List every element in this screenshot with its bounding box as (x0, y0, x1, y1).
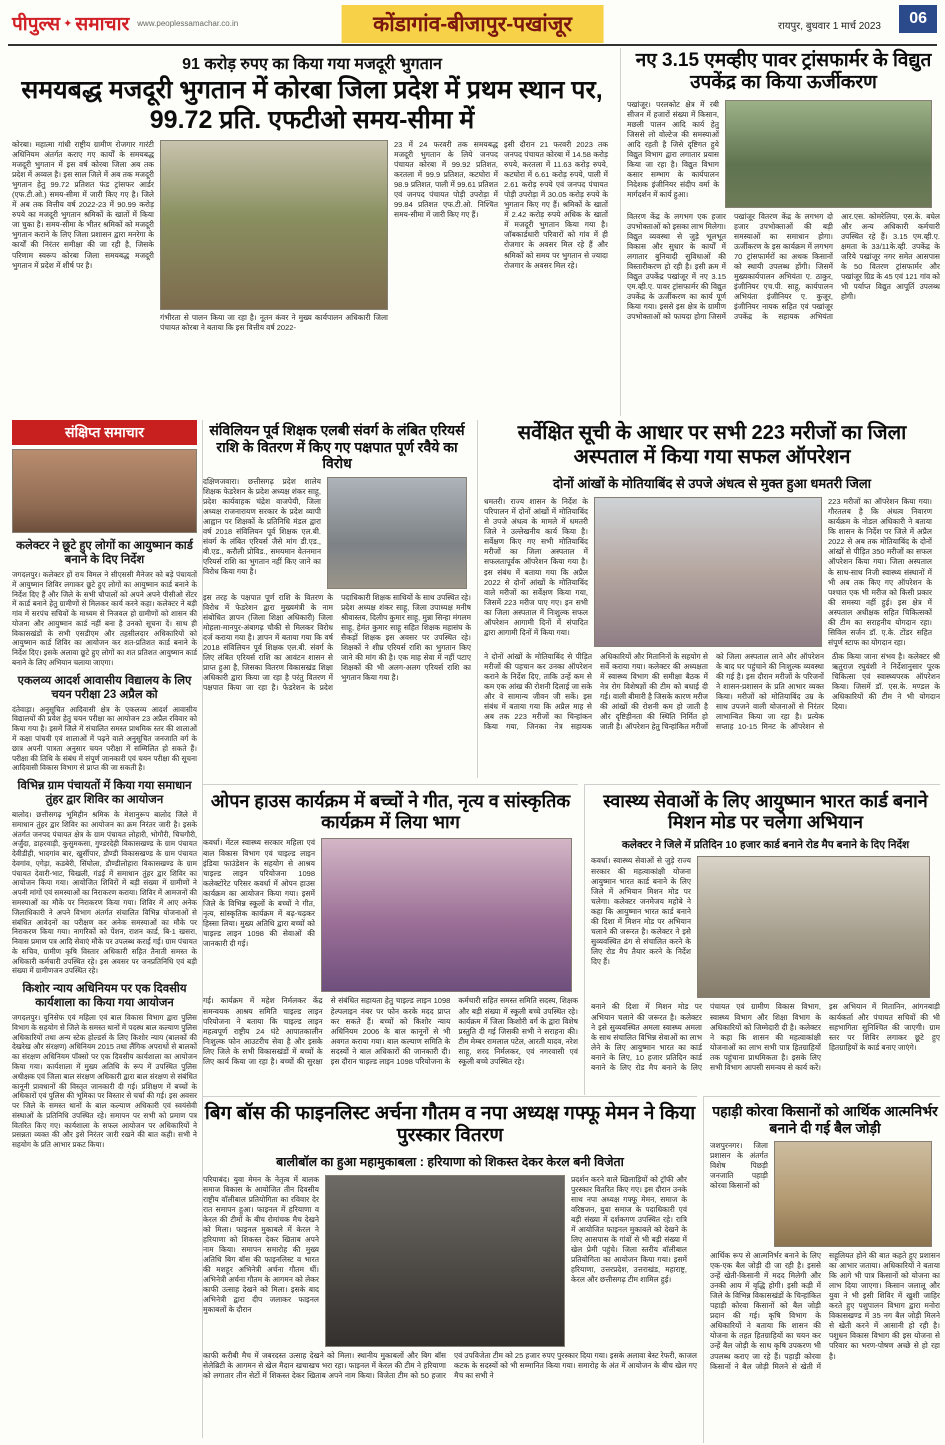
masthead-left (12, 10, 238, 36)
brief-news-sidebar (12, 420, 203, 1438)
article-open-house (203, 784, 578, 1095)
article-cataract-operations (477, 420, 940, 778)
ayushman-body-left: कवर्धा। स्वास्थ्य सेवाओं से जुड़े राज्य सरकार की महत्वाकांक्षी योजना आयुष्मान भारत कार्ड बनाने के लिए जिले में अभियान मिशन मोड पर चलेगा। कलेक्टर जनमेजय महोबे ने कहा कि आयुष्मान भारत कार्ड बनाने की दिशा में मिशन मोड पर अभियान चलाने की जरूरत है। कलेक्टर ने इसे सुव्यवस्थित ढंग से संचालित करने के लिए रोड मैप तैयार करने के निर्देश दिए हैं। (591, 856, 691, 966)
dateline: रायपुर, बुधवार 1 मार्च 2023 (778, 21, 881, 32)
article-korba-wages (12, 52, 612, 416)
sidebar-item-headline: किशोर न्याय अधिनियम पर एक दिवसीय कार्यशाला का किया गया आयोजन (22, 983, 187, 1010)
korba-photo-block (160, 140, 388, 333)
article-teachers-arrears (203, 420, 471, 778)
bigboss-body-left: परियाबंद। युवा मेमन के नेतृत्व में बालक समाज विकास के आयोजित तीन दिवसीय राष्ट्रीय वॉलीबाल प्रतियोगिता का रविवार देर रात समापन हुआ। फाइनल में हरियाणा व केरल की टीमों के बीच रोमांचक मैच देखने को मिला। फाइनल मुकाबले में केरल ने हरियाणा को शिकस्त देकर खिताब अपने नाम किया। समापन समारोह की मुख्य अतिथि बिग बॉस की फाइनलिस्ट व भारत की मशहूर अभिनेत्री अर्चना गौतम थीं। अभिनेत्री अर्चना गौतम के आगमन को लेकर काफी उत्साह देखने को मिला। इसके बाद अभिनेत्री द्वारा दीप जलाकर फाइनल मुकाबलों के दौरान (203, 1174, 319, 1315)
article-transformer (620, 48, 940, 416)
article-bigboss-volleyball (203, 1096, 697, 1443)
korba-body-left: कोरबा। महात्मा गांधी राष्ट्रीय ग्रामीण रोजगार गारंटी अधिनियम अंतर्गत कराए गए कार्यों के समयबद्ध मजदूरी भुगतान में इस वर्ष कोरबा जिला अब तक प्रदेश में अव्वल है। इस साल जिले में अब तक मजदूरी भुगतान हेतु 99.72 प्रतिशत फंड ट्रांसफर आर्डर (एफ.टी.ओ.) समय-सीमा में जारी किए गए है। जिले में अब तक वित्तीय वर्ष 2022-23 में 90.99 करोड़ रुपये का मजदूरी भुगतान श्रमिकों के खातों में किया जा चुका है। समय-सीमा के भीतर श्रमिकों को मजदूरी भुगतान कराने के लिए जिला प्रशासन द्वारा मनरेगा के कार्यों की निरंतर समीक्षा की जा रही है, जिसके परिणाम स्वरूप कोरबा जिला समयबद्ध मजदूरी भुगतान में प्रदेश में शीर्ष पर है। (12, 140, 154, 270)
ayushman-headline: स्वास्थ्य सेवाओं के लिए आयुष्मान भारत कार्ड बनाने मिशन मोड पर चलेगा अभियान (603, 791, 928, 833)
bigboss-subhead: बालीबॉल का हुआ महामुकाबला : हरियाणा को शिकस्त देकर केरल बनी विजेता (276, 1154, 624, 1169)
korba-kicker: 91 करोड़ रुपए का किया गया मजदूरी भुगतान (182, 56, 442, 73)
teachers-delegation-photo (327, 477, 467, 589)
korba-body-grid (12, 140, 612, 333)
teachers-body-columns: इस तरह के पक्षपात पूर्ण राशि के वितरण के विरोध में फेडरेशन द्वारा मुख्यमंत्री के नाम संबोधित ज्ञापन (जिला शिक्षा अधिकारी) जिला मोहला-मानपुर-अंबागढ़ चौकी से मिलकर विरोध दर्ज कराया गया है। ज्ञापन में बताया गया कि वर्ष 2018 संविलियन पूर्व शिक्षक एल.बी. संवर्ग के लिए लंबित एरियर्स राशि का आवंटन शासन से प्राप्त हुआ है, जिसका वितरण विकासखंड शिक्षा अधिकारी द्वारा किया जा रहा है परंतु वितरण में पक्षपात किया जा रहा है। फेडरेशन के प्रदेश पदाधिकारी शिक्षक साथियों के साथ उपस्थित रहे। प्रदेश अध्यक्ष शंकर साहू, जिला उपाध्यक्ष मनीष श्रीवास्तव, दिलीप कुमार साहू, मुन्ना सिन्हा मंगलम साहू, हेमंत कुमार साहू सहित शिक्षक महासंघ के सैकड़ों शिक्षक इस अवसर पर उपस्थित रहे। शिक्षकों ने शीघ्र एरियर्स राशि का भुगतान किए जाने की मांग की है। एक माह सेवा में नहीं पटाए शिक्षकों की भी अलग-अलग एरियर्स राशि का भुगतान किया गया है। (203, 592, 471, 692)
logo-separator-icon: ✦ (63, 17, 73, 30)
sidebar-item-body: जगदलपुर। कलेक्टर हों राय विमल ने सीएससी मैनेजर को बड़े पंचायतों में आयुष्मान शिविर लगाकर छूटे हुए लोगों का आयुष्मान कार्ड बनाने के निर्देश दिए हैं और जिले के सभी चौपालों को अपने अपने पीसीओ सेंटर में कार्ड बनाने हेतु ग्रामीणों से मिलकर कार्य करने कहा। कलेक्टर ने बड़ी गांव में सरपंच सचिवों के माध्यम से निजवल हो ग्रामीणों को शासन की योजना और आयुष्मान कार्ड नहीं बना है उनको सूचना दें। साथ ही विकासखंडों के सभी एसडीएम और तहसीलदार अधिकारियों को आयुष्मान कार्ड शिविर का आयोजन कर शत-प्रतिशत कार्ड बनाने के निर्देश दिए। इसके अलावा छूटे हुए लोगों का शत प्रतिशत आयुष्मान कार्ड बनाने के लिए अभियान चलाया जाएगा। (12, 570, 197, 667)
article-bull-pair (703, 1096, 940, 1443)
operation-headline: सर्वेक्षित सूची के आधार पर सभी 223 मरीजों का जिला अस्पताल में किया गया सफल ऑपरेशन (517, 422, 907, 468)
website-link[interactable]: www.peoplessamachar.co.in (137, 18, 239, 28)
bigboss-prize-photo (325, 1175, 565, 1347)
transformer-body-right: ऊर्जीकरण के इस कार्यक्रम में लगभग 70 ट्रांसफार्मरों का अथक किसानों को स्थायी उपलब्ध होंगी। जिसमें मुख्यकार्यपालन अभियंता ए. ठाकुर, इंजीनियर एच.पी. साहू, कार्यपालन अभियंता इंजीनियर ए. कुजूर, इंजीनियर नायक सहित एवं पखांजूर उपकेंद्र के सहायक अभियंता आर.एस. कोमरेलिया, एस.के. बघेल और अन्य अधिकारी कर्मचारी उपस्थित रहे हैं। 3.15 एम.व्ही.ए. क्षमता के 33/11के.व्ही. उपकेंद्र के जरिये पखांजूर नगर समेत आसपास के 50 वितरण ट्रांसफार्मर और पखांजूर ग्रिड के 45 एवं 121 गांव को भी पर्याप्त विद्युत आपूर्ति उपलब्ध होगी। (734, 211, 940, 322)
sidebar-office-photo (12, 449, 197, 533)
openhouse-children-photo (321, 838, 572, 992)
operation-photo-row (484, 497, 940, 648)
logo-word-right: समाचार (75, 14, 130, 35)
operation-body-right: 223 मरीजों का ऑपरेशन किया गया। गौरतलब है कि अंधत्व निवारण कार्यक्रम के नोडल अधिकारी ने बताया कि शासन के निर्देश पर जिले में अप्रैल 2022 से अब तक मोतियाबिंद के दोनों आंखों से पीड़ित 350 मरीजों का सफल ऑपरेशन किया गया। जिला अस्पताल के साथ-साथ निजी स्वास्थ्य संस्थानों में भी अब तक किए गए ऑपरेशन के पश्चात एक भी मरीज को किसी प्रकार की समस्या नहीं हुई। इस क्षेत्र में अस्पताल अधीक्षक सहित चिकित्सकों की टीम का सराहनीय योगदान रहा। सिविल सर्जन डॉ. ए.के. टोंडर सहित संपूर्ण स्टाफ का योगदान रहा। (828, 497, 932, 647)
transformer-body-mid: वितरण केंद्र के लगभग एक हजार उपभोक्ताओं को इसका लाभ मिलेगा। विद्युत व्यवस्था से जुड़े भूलभूत विकास और सुधार के कार्यों में लगातार बुनियादी सुविधाओं की विस्तारीकरण हो रही है। इसी क्रम में विद्युत उपकेंद्र पखांजूर में नए 3.15 एम.व्ही.ए. पावर ट्रांसफार्मर की विद्युत उपकेंद्र के ऊर्जीकरण का कार्य पूर्ण किया गया। इससे इस क्षेत्र के ग्रामीण उपभोक्ताओं को फायदा होगा जिसमें पखांजूर वितरण केंद्र के लगभग दो हजार उपभोक्ताओं की बड़ी समस्याओं का समाधान होगा। (627, 211, 833, 322)
transformer-top-row (627, 100, 940, 208)
operation-body-columns (484, 652, 940, 732)
operation-body-left: धमतरी। राज्य शासन के निर्देश के परिपालन में दोनों आंखों में मोतियाबिंद से उपजे अंधत्व के मामले में धमतरी जिले ने उल्लेखनीय कार्य किया है। सर्वेक्षण किए गए सभी मोतियाबिंद मरीजों का जिला अस्पताल में सफलतापूर्वक ऑपरेशन किया गया है। इस संबंध में बताया गया कि अप्रैल 2022 से दोनों आंखों के मोतियाबिंद वाले मरीजों का सर्वेक्षण किया गया, जिसमें 223 मरीज पाए गए। इन सभी का जिला अस्पताल में निःशुल्क सफल ऑपरेशन आगामी दिनों में संपादित द्वारा आगामी दिनों में किया गया। (484, 497, 588, 637)
sidebar-item-body: बालोद। छत्तीसगढ़ भूमिहीन श्रमिक के मेशानुरूप बालोद जिले में समाधान तुंहर द्वार शिविर का आयोजन का क्रम निरंतर जारी है। इसके अंतर्गत जनपद पंचायत क्षेत्र के ग्राम पंचायत लोहारी, भोगौरी, चिचगौरी, अर्जुंदा, डाहरवाड़ी, कुसुमकसा, गुण्डरदेही विकासखण्ड के ग्राम पंचायत देवीडीही, भादगांव बार, खुर्सीपार, डौण्डी विकासखण्ड के ग्राम पंचायत देवगांव, एगेड़ा, कडबेरी, सिंघोला, डौण्डीलोहारा विकासखण्ड के ग्राम पंचायत देवारी-भाट, चिखली, गंडई में समाधान तुंहर द्वार शिविर का आयोजन किया गया। आयोजित शिविरों में बड़ी संख्या में ग्रामीणों ने अपनी मांगों एवं समस्याओं का निराकरण कराया। शिविर में आमजनों की समस्याओं का मौके पर निराकरण किया गया। शिविर में आए अनेक जिलाधिकारी ने अपने विभाग अंतर्गत संचालित विभिन्न योजनाओं से संबंधित आवेदनों का परीक्षण कर अनेक समस्याओं का मौके पर निराकरण किया गया। नागरिकों को पेंशन, राशन कार्ड, बि-1 खसरा, निवास प्रमाण पत्र आदि सेवाएं मौके पर उपलब्ध कराई गई। ग्राम पंचायत के सचिव, ग्रामीण कृषि विस्तार अधिकारी सहित तैनाती समस्त के अधिकारी कर्मचारी उपस्थित रहे। इस अवसर पर जनप्रतिनिधि एवं बड़ी संख्या में ग्रामीणजन उपस्थित रहे। (12, 810, 197, 976)
bulls-photo-row (710, 1141, 940, 1247)
sidebar-item-headline: कलेक्टर ने छूटे हुए लोगों का आयुष्मान कार्ड बनाने के दिए निर्देश (16, 540, 193, 567)
transformer-body-columns (627, 212, 940, 323)
openhouse-photo-row (203, 838, 578, 992)
korba-body-col3: 23 में 24 फरवरी तक समयबद्ध मजदूरी भुगतान के लिये जनपद पंचायत कोरबा में 99.92 प्रतिशत, करतला में 99.9 प्रतिशत, कटघोरा में 98.9 प्रतिशत, पाली में 99.61 प्रतिशत एवं जनपद पंचायत पोड़ी उपरोड़ा में 99.84 प्रतिशत एफ.टी.ओ. निश्चित समय-सीमा में जारी किए गए हैं। (394, 140, 498, 220)
page-number: 06 (899, 5, 937, 33)
bulls-body-left: जशपुरनगर। जिला प्रशासन के अंतर्गत विशेष पिछड़ी जनजाति पहाड़ी कोरवा किसानों को (710, 1141, 768, 1191)
sidebar-item-body: दंतेवाड़ा। अनुसूचित आदिवासी क्षेत्र के एकलव्य आदर्श आवासीय विद्यालयों की प्रवेश हेतु चयन परीक्षा का आयोजन 23 अप्रैल रविवार को किया गया है। इसमें जिले में संचालित समस्त प्राथमिक स्तर की शालाओं में कक्षा पांचवी एवं शालाओं में पढ़ने वाले अनुसूचित जनजाति वर्ग के छात्र अपनी पात्रता अनुसार चयन परीक्षा में सम्मिलित हो सकते हैं। परीक्षा की तिथि के संबंध में संपूर्ण जानकारी एवं चयन परीक्षा की सूचना आदिवासी विकास विभाग से प्राप्त की जा सकती है। (12, 704, 197, 773)
sidebar-section-title: संक्षिप्त समाचार (12, 420, 197, 445)
bigboss-body-right: प्रदर्शन करने वाले खिलाड़ियों को ट्रॉफी और पुरस्कार वितरित किए गए। इस दौरान उनके साथ नपा अध्यक्ष गफ्फू मेमन, समाज के वरिष्ठजन, युवा समाज के पदाधिकारी एवं बड़ी संख्या में दर्शकगण उपस्थित रहे। रात्रि में आयोजित फाइनल मुकाबले को देखने के लिए आसपास के गांवों से भी बड़ी संख्या में खेल प्रेमी पहुंचे। जिला स्तरीय वॉलीबाल प्रतियोगिता का आयोजन किया गया। इसमें हरियाणा, उत्तरप्रदेश, उत्तराखंड, महाराष्ट्र, केरल और छत्तीसगढ़ टीम शामिल हुई। (571, 1174, 687, 1285)
teachers-body-left: दक्षिणजवारा। छत्तीसगढ़ प्रदेश शालेय शिक्षक फेडरेशन के प्रदेश अध्यक्ष शंकर साहू, प्रदेश कार्यवाहक चंद्रेश वाजपेयी, जिला अध्यक्ष राजनारायण सरकार के प्रदेश व्यापी आह्वान पर शिक्षकों के प्रतिनिधि मंडल द्वारा वर्ष 2018 संविलियन पूर्व शिक्षक एल.बी. संवर्ग के लंबित एरियर्स जैसे मांग डी.एड., बी.एड., करौली प्रोविड., समयमान वेतनमान एरियर्स राशि का भुगतान नहीं किए जाने का विरोध किया गया है। (203, 476, 321, 576)
operation-hospital-photo (594, 497, 822, 647)
teachers-top-row (203, 477, 471, 589)
openhouse-body-columns: गई। कार्यक्रम में महेश निर्मलकर केंद्र समन्वयक आश्रय समिति चाइल्ड लाइन परियोजना ने बताया कि चाइल्ड लाइन महत्वपूर्ण राष्ट्रीय 24 घंटे आपातकालीन निःशुल्क फोन आउटरीच सेवा है और इसके लिए जिले के सभी विकासखंडों में बच्चों के लिए कार्य किया जा रहा है। बच्चों की सुरक्षा से संबंधित सहायता हेतु चाइल्ड लाइन 1098 हेल्पलाइन नंबर पर फोन करके मदद प्राप्त कर सकते हैं। बच्चों को किशोर न्याय अधिनियम 2006 के बाल कानूनों से भी अवगत कराया गया। बाल कल्याण समिति के सदस्यों ने बाल अधिकारों की जानकारी दी। इस दौरान चाइल्ड लाइन 1098 परियोजना के कर्मचारी सहित समस्त समिति सदस्य, शिक्षक और बड़ी संख्या में स्कूली बच्चे उपस्थित रहे। कार्यक्रम में जिला किशोरी वर्ग के द्वारा विशेष प्रस्तुति दी गई जिसकी सभी ने सराहना की। टीम मेम्बर रामलाल पटेल, आरती यादव, नरेश साहू, शरद निर्मलकर, एवं नगरवासी एवं स्कूली बच्चे उपस्थित रहे। (203, 996, 578, 1066)
transformer-group-photo (725, 100, 932, 208)
teachers-headline: संविलियन पूर्व शिक्षक एलबी संवर्ग के लंबित एरियर्स राशि के वितरण में किए गए पक्षपात पूर्ण रवैये का विरोध (209, 422, 465, 472)
sidebar-item-headline: एकलव्य आदर्श आवासीय विद्यालय के लिए चयन परीक्षा 23 अप्रैल को (17, 674, 192, 701)
region-band: कोंडागांव-बीजापुर-पखांजूर (341, 5, 604, 43)
masthead (8, 4, 937, 46)
korba-body-col4: इसी दौरान 21 फरवरी 2023 तक जनपद पंचायत कोरबा में 14.58 करोड़ रुपये, करतला में 11.63 करोड़ रुपये, कटघोरा में 6.61 करोड़ रुपये, पाली में 2.61 करोड़ रुपये एवं जनपद पंचायत पोड़ी उपरोड़ा में 30.05 करोड़ रुपये के भुगतान किए गए हैं। श्रमिकों के खातों में 2.42 करोड़ रुपये अधिक के खातों में मजदूरी भुगतान किया गया है। जॉबकार्डधारी परिवारों को गांव में ही रोजगार के अवसर मिल रहे हैं और श्रमिकों को समय पर भुगतान से ज्यादा रोजगार के अवसर मिल रहे। (504, 140, 608, 270)
openhouse-headline: ओपन हाउस कार्यक्रम में बच्चों ने गीत, नृत्य व सांस्कृतिक कार्यक्रम में लिया भाग (210, 791, 571, 833)
ayushman-photo-row (591, 856, 940, 998)
newspaper-logo (12, 10, 129, 36)
ayushman-meeting-photo (697, 856, 930, 998)
sidebar-item-body: जगदलपुर। यूनिसेफ एवं महिला एवं बाल विकास विभाग द्वारा पुलिस विभाग के सहयोग से जिले के समस्त थानों में पदस्थ बाल कल्याण पुलिस अधिकारियों तथा अन्य स्टेक होल्डर्स के लिए किशोर न्याय (बालकों की देखरेख और संरक्षण) अधिनियम 2015 तथा लैंगिक अपराधों से बालकों का संरक्षण अधिनियम पॉक्सो पर एक दिवसीय कार्यशाला का आयोजन किया गया। कार्यशाला में मुख्य अतिथि के रूप में उपस्थित पुलिस अधीक्षक एवं जिला बाल संरक्षण अधिकारी द्वारा बाल संरक्षण से संबंधित कानूनी प्रावधानों की विस्तृत जानकारी दी गई। प्रशिक्षण में बच्चों के अधिकारों एवं पुलिस की भूमिका पर विस्तार से चर्चा की गई। इस अवसर पर जिले के समस्त थानों के बाल कल्याण अधिकारी एवं स्वयंसेवी संस्थाओं के प्रतिनिधि उपस्थित रहे। समापन पर सभी को प्रमाण पत्र वितरित किए गए। कार्यशाला के सफल आयोजन पर अधिकारियों ने प्रसन्नता व्यक्त की और इसे निरंतर जारी रखने की बात कही। सभी ने सहयोग के प्रति आभार प्रकट किया। (12, 1013, 197, 1150)
transformer-body-left: पखांजूर। परलकोट क्षेत्र में रबी सीजन में हजारों संख्या में किसान, मछली पालन आदि कार्य हेतु जिससे लो वोल्टेज की समस्याओं आदि रहती है जिसे दृष्टिगत हुये विद्युत विभाग द्वारा लगातार प्रयास किया जा रहा है। विद्युत विभाग कसार सम्भाग के कार्यपालन निदेशक इंजीनियर संदीप वर्मा के मार्गदर्शन में कार्य हुआ। (627, 99, 719, 200)
korba-article-photo (160, 140, 388, 310)
ayushman-kicker: कलेक्टर ने जिले में प्रतिदिन 10 हजार कार्ड बनाने रोड मैप बनाने के दिए निर्देश (621, 839, 910, 852)
transformer-headline: नए 3.15 एमव्हीए पावर ट्रांसफार्मर के विद्युत उपकेंद्र का किया ऊर्जीकरण (635, 50, 932, 94)
sidebar-item-samadhan-shivir (12, 779, 197, 976)
sidebar-item-eklavya-exam (12, 674, 197, 773)
korba-photo-caption: गंभीरता से पालन किया जा रहा है। नूतन कंवर ने मुख्य कार्यपालन अधिकारी जिला पंचायत कोरबा ने बताया कि इस वित्तीय वर्ष 2022- (160, 313, 388, 333)
bulls-headline: पहाड़ी कोरवा किसानों को आर्थिक आत्मनिर्भर बनाने दी गई बैल जोड़ी (712, 1103, 938, 1136)
logo-word-left: पीपुल्स (12, 14, 61, 35)
bigboss-headline: बिग बॉस की फाइनलिस्ट अर्चना गौतम व नपा अध्यक्ष गफ्फू मेमन ने किया पुरस्कार वितरण (204, 1103, 696, 1147)
operation-subhead: दोनों आंखों के मोतियाबिंद से उपजे अंधत्व से मुक्त हुआ धमतरी जिला (552, 476, 872, 492)
operation-body-bottom: वाली बीमारी है जिसके कारण मरीज की आंखों की रोशनी कम हो जाती है और दृष्टिहीनता की स्थिति निर्मित हो जाती है। ऑपरेशन हेतु चिन्हांकित मरीजों को जिला अस्पताल लाने और ऑपरेशन के बाद घर पहुंचाने की निःशुल्क व्यवस्था की गई है। इस दौरान मरीजों के परिजनों ने शासन-प्रशासन के प्रति आभार व्यक्त किया। मरीजों को मोतियाबिंद उम्र के साथ उपजने वाली योजनाओं से निरंतर लाभान्वित किया जा रहा है। प्रत्येक सप्ताह 10-15 मिनट के ऑपरेशन से ठीक किया जाना संभव है। कलेक्टर श्री ऋतुराज रघुवंशी ने निर्देशानुसार पूरक चिकित्सा एवं स्वास्थ्यपरक ऑपरेशन किया। जिसमें डॉ. एस.के. मण्डल के अधिकारियों की टीम ने भी योगदान दिया। (600, 651, 940, 732)
sidebar-item-headline: विभिन्न ग्राम पंचायतों में किया गया समाधान तुंहर द्वार शिविर का आयोजन (17, 780, 192, 807)
sidebar-item-ayushman-card (12, 539, 197, 668)
sidebar-item-juvenile-workshop (12, 982, 197, 1150)
ayushman-body-columns: बनाने की दिशा में मिशन मोड पर अभियान चलाने की जरूरत है। कलेक्टर ने इसे सुव्यवस्थित अमला स्वास्थ्य अमला के साथ संचालित विभिन्न सेवाओं का लाभ लेने के लिए आयुष्मान भारत का कार्ड बनाने के लिए, 10 हजार प्रतिदिन कार्ड बनाने के लिए रोड मैप बनाने के लिए पंचायत एवं ग्रामीण विकास विभाग, स्वास्थ्य विभाग और शिक्षा विभाग के अधिकारियों को जिम्मेदारी दी है। कलेक्टर ने कहा कि शासन की महत्वाकांक्षी योजनाओं का लाभ सभी पात्र हितग्राहियों तक पहुंचाना प्राथमिकता है। इसके लिए सभी विभाग आपसी समन्वय से कार्य करें। इस अभियान में मितानिन, आंगनबाड़ी कार्यकर्ता और पंचायत सचिवों की भी सहभागिता सुनिश्चित की जाएगी। ग्राम स्तर पर शिविर लगाकर छूटे हुए हितग्राहियों के कार्ड बनाए जाएंगे। (591, 1002, 940, 1072)
bulls-body-columns: आर्थिक रूप से आत्मनिर्भर बनाने के लिए एक-एक बैल जोड़ी दी जा रही है। इससे उन्हें खेती-किसानी में मदद मिलेगी और उनकी आय में वृद्धि होगी। इसी कड़ी में जिले के विभिन्न विकासखंडों के चिन्हांकित पहाड़ी कोरवा किसानों को बैल जोड़ी प्रदान की गई। कृषि विभाग के अधिकारियों ने बताया कि शासन की योजना के तहत हितग्राहियों का चयन कर उन्हें बैल जोड़ी के साथ कृषि उपकरण भी उपलब्ध कराए जा रहे हैं। पहाड़ी कोरवा किसानों ने बैल जोड़ी मिलने से खेती में सहूलियत होने की बात कहते हुए प्रशासन का आभार जताया। अधिकारियों ने बताया कि आगे भी पात्र किसानों को योजना का लाभ दिया जाएगा। किसान जलालू और युवा ने भी इसी शिविर में खुशी जाहिर करते हुए पशुपालन विभाग द्वारा मनोरा विकासखण्ड में 35 नग बैल जोड़ी मिलने से खेती करने में आसानी हो रही है। पशुधन विकास विभाग की इस योजना से परिवार का भरण-पोषण अच्छे से हो रहा है। (710, 1251, 940, 1371)
openhouse-body-left: कवर्धा। मेंटल स्वास्थ्य सरकार महिला एवं बाल विकास विभाग एवं चाइल्ड लाइन इंडिया फाउंडेशन के सहयोग से आश्रय चाइल्ड लाइन परियोजना 1098 कलेक्टोरेट परिसर कवर्धा में ओपन हाउस कार्यक्रम का आयोजन किया गया। इसमें जिले के विभिन्न स्कूलों के बच्चों ने गीत, नृत्य, सांस्कृतिक कार्यक्रम में बढ़-चढ़कर हिस्सा लिया। मुख्य अतिथि द्वारा बच्चों को चाइल्ड लाइन 1098 की सेवाओं की जानकारी दी गई। (203, 838, 315, 948)
bigboss-body-columns: काफी करीबी मैच में जबरदस्त उत्साह देखने को मिला। स्थानीय मुकाबलों और बिग बॉस सेलेब्रिटी के आगमन से खेल मैदान खचाखच भरा रहा। फाइनल में केरल की टीम ने हरियाणा को लगातार तीन सेटों में शिकस्त देकर खिताब अपने नाम किया। विजेता टीम को 50 हजार एवं उपविजेता टीम को 25 हजार रुपए पुरस्कार दिया गया। इसके अलावा बेस्ट रेफरी, काजल कटक के सदस्यों को भी सम्मानित किया गया। समारोह के अंत में आयोजन के बीच खेल गए मैच का सभी ने (203, 1350, 697, 1380)
article-ayushman-mission (584, 784, 940, 1095)
bulls-farmer-photo (774, 1141, 932, 1247)
korba-headline: समयबद्ध मजदूरी भुगतान में कोरबा जिला प्रदेश में प्रथम स्थान पर, 99.72 प्रति. एफटीओ समय-सीमा में (21, 76, 603, 134)
bigboss-photo-row (203, 1175, 697, 1347)
operation-body-mid: ने दोनों आंखों के मोतियाबिंद से पीड़ित मरीजों की पहचान कर उनका ऑपरेशन कराने के निर्देश दिए, ताकि उन्हें कम से कम एक आंख की रोशनी दिलाई जा सके और वे सामान्य जीवन जी सकें। इस संबंध में बताया गया कि अप्रैल माह से अब तक 223 मरीजों का चिन्हांकन किया गया, जिनका नेत्र सहायक अधिकारियों और मितानिनों के सहयोग से सर्वे कराया गया। कलेक्टर की अध्यक्षता में स्वास्थ्य विभाग की समीक्षा बैठक में नेत्र रोग विशेषज्ञों की टीम को बधाई दी गई। (484, 651, 708, 732)
